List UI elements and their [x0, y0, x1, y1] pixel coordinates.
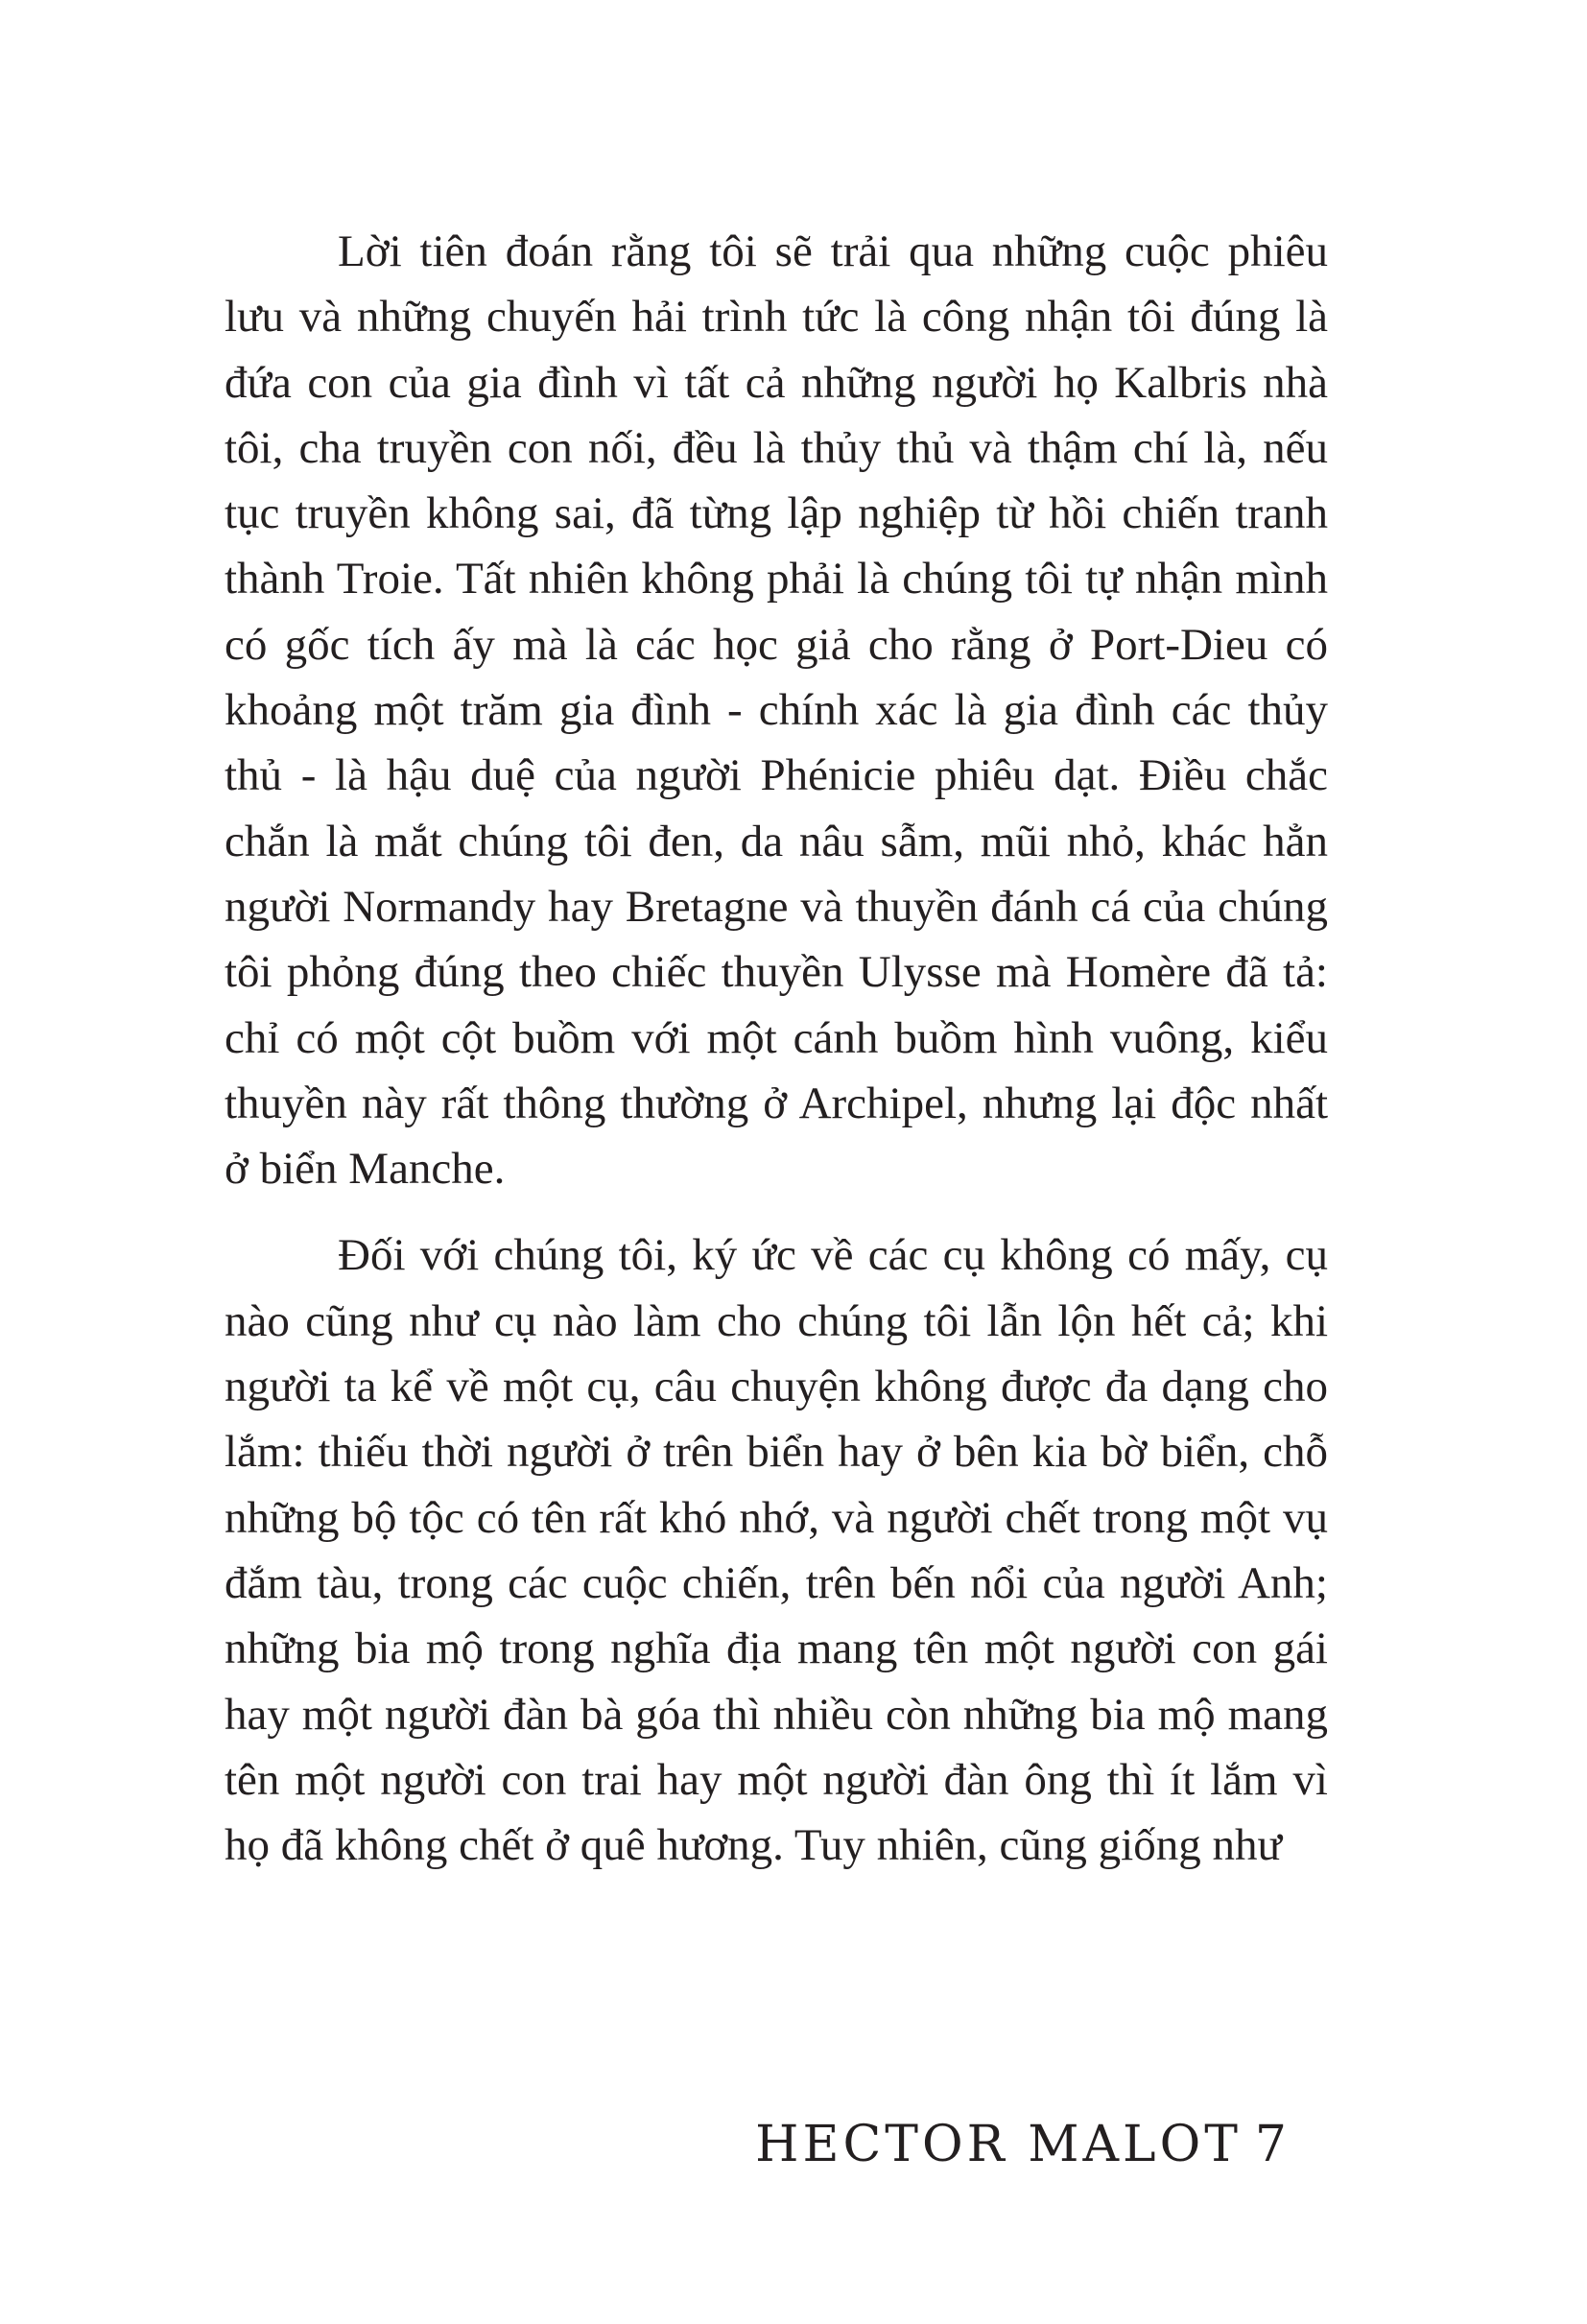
paragraph-2: Đối với chúng tôi, ký ức về các cụ không có mấy, cụ nào cũng như cụ nào làm cho chúng tôi lẫn lộn hết cả; khi người ta kể về một cụ, câu chuyện không được đa dạng cho lắm: thiếu thời người ở trên biển hay ở bên kia bờ biển, chỗ những bộ tộc có tên rất khó nhớ, và người chết trong một vụ đắm tàu, trong các cuộc chiến, trên bến nổi của người Anh; những bia mộ trong nghĩa địa mang tên một người con gái hay một người đàn bà góa thì nhiều còn những bia mộ mang tên một người con trai hay một người đàn ông thì ít lắm vì họ đã không chết ở quê hương. Tuy nhiên, cũng giống như [225, 1230, 1328, 1871]
page-number: 7 [1254, 2116, 1291, 2173]
body-text [225, 219, 1328, 1878]
paragraph-1: Lời tiên đoán rằng tôi sẽ trải qua những cuộc phiêu lưu và những chuyến hải trình tức là công nhận tôi đúng là đứa con của gia đình vì tất cả những người họ Kalbris nhà tôi, cha truyền con nối, đều là thủy thủ và thậm chí là, nếu tục truyền không sai, đã từng lập nghiệp từ hồi chiến tranh thành Troie. Tất nhiên không phải là chúng tôi tự nhận mình có gốc tích ấy mà là các học giả cho rằng ở Port-Dieu có khoảng một trăm gia đình - chính xác là gia đình các thủy thủ - là hậu duệ của người Phénicie phiêu dạt. Điều chắc chắn là mắt chúng tôi đen, da nâu sẫm, mũi nhỏ, khác hẳn người Normandy hay Bretagne và thuyền đánh cá của chúng tôi phỏng đúng theo chiếc thuyền Ulysse mà Homère đã tả: chỉ có một cột buồm với một cánh buồm hình vuông, kiểu thuyền này rất thông thường ở Archipel, nhưng lại độc nhất ở biển Manche. [225, 226, 1328, 1195]
author-name: HECTOR MALOT [755, 2116, 1242, 2173]
page-footer [0, 2116, 1291, 2173]
